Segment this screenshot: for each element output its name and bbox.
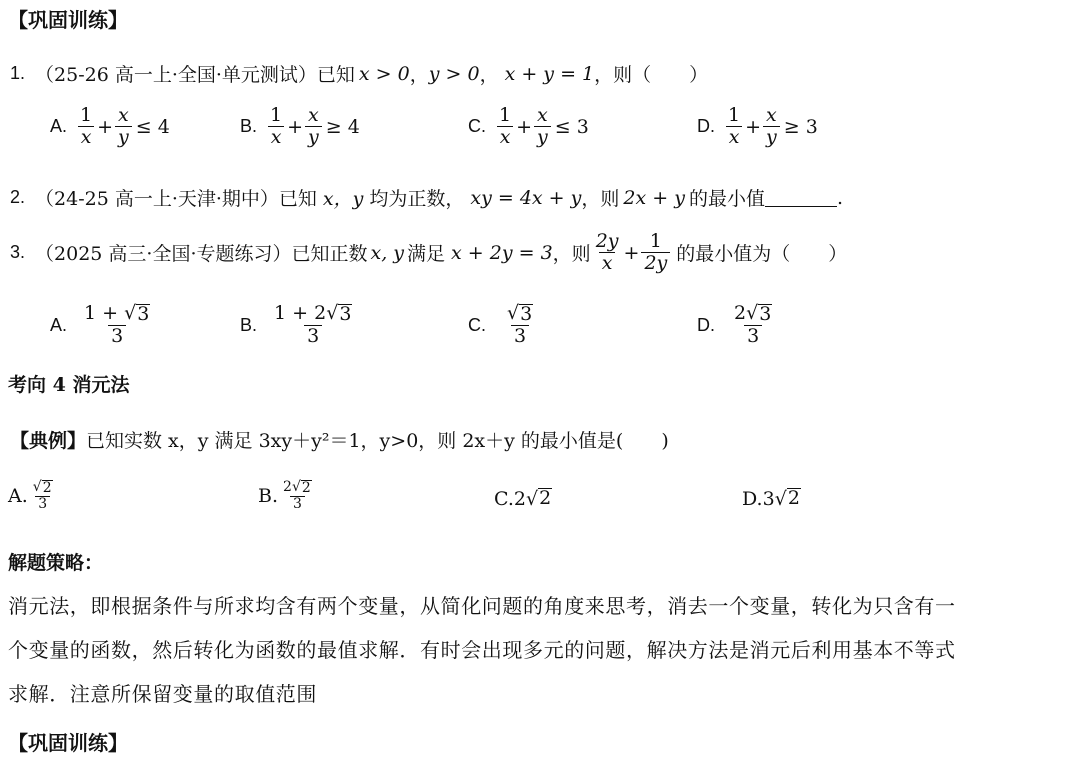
frac-den: y bbox=[763, 126, 780, 148]
question-text: 的最小值为（ ） bbox=[676, 243, 848, 266]
frac-den: 3 bbox=[35, 496, 50, 512]
frac-den: 3 bbox=[304, 325, 322, 347]
option-a[interactable]: A. 1 + √ 3 3 bbox=[50, 302, 150, 347]
frac-num-prefix: 1 + 2 bbox=[274, 302, 327, 324]
question-text: 满足 bbox=[407, 243, 446, 266]
question-number: 2. bbox=[10, 187, 26, 207]
option-label: C. bbox=[468, 314, 486, 335]
frac-den: 3 bbox=[511, 325, 529, 347]
period: . bbox=[836, 186, 844, 209]
question-3 bbox=[10, 232, 847, 274]
option-d[interactable]: D. 3 √ 2 bbox=[742, 487, 800, 510]
radicand: 2 bbox=[539, 487, 552, 509]
question-number: 1. bbox=[10, 63, 26, 83]
frac-num-prefix: 2 bbox=[734, 302, 747, 324]
coefficient: 2 bbox=[513, 488, 526, 510]
frac-den: 3 bbox=[744, 325, 762, 347]
question-source: （25-26 高一上·全国·单元测试）已知 bbox=[35, 64, 355, 86]
option-c[interactable]: C. 2 √ 2 bbox=[494, 487, 552, 510]
option-relation: ≤ 3 bbox=[554, 115, 589, 138]
separator: ， bbox=[479, 64, 499, 86]
frac-num: 1 bbox=[728, 104, 741, 126]
question-text: ，则 bbox=[581, 188, 620, 210]
frac-num: x bbox=[537, 104, 548, 126]
frac-den: x bbox=[497, 126, 514, 148]
frac-num: x bbox=[308, 104, 319, 126]
option-label: A. bbox=[50, 116, 68, 137]
option-c[interactable] bbox=[468, 106, 589, 148]
strategy-title: 解题策略： bbox=[8, 552, 104, 574]
question-equation: x + 2y = 3 bbox=[451, 241, 553, 264]
option-c[interactable]: C. √ 3 3 bbox=[468, 302, 533, 347]
question-vars: x，y bbox=[322, 188, 364, 210]
question-text: 均为正数， bbox=[369, 188, 465, 210]
question-equation: xy = 4x + y bbox=[470, 186, 582, 209]
plus-sign: + bbox=[97, 115, 114, 138]
option-label: D. bbox=[697, 314, 715, 335]
answer-blank[interactable] bbox=[765, 188, 837, 207]
option-label: B. bbox=[240, 314, 258, 335]
option-label: C. bbox=[468, 116, 486, 137]
coefficient: 3 bbox=[762, 488, 775, 510]
frac-den: y bbox=[534, 126, 551, 148]
option-d[interactable]: D. 2 √ 3 3 bbox=[697, 302, 772, 347]
plus-sign: + bbox=[516, 115, 533, 138]
option-relation: ≥ 4 bbox=[325, 115, 360, 138]
option-label: A. bbox=[50, 314, 68, 335]
example-text: 已知实数 x，y 满足 3xy＋y²＝1，y>0，则 2x＋y 的最小值是( ) bbox=[86, 430, 669, 452]
frac-num-prefix: 1 + bbox=[84, 302, 125, 324]
condition: y > 0 bbox=[428, 62, 480, 85]
frac-den: 2y bbox=[641, 252, 670, 274]
option-relation: ≤ 4 bbox=[135, 115, 170, 138]
radicand: 3 bbox=[137, 303, 150, 325]
section-title: 【巩固训练】 bbox=[8, 8, 128, 32]
option-label: A. bbox=[8, 485, 28, 508]
example-tag: 【典例】 bbox=[10, 430, 87, 452]
strategy-line: 求解．注意所保留变量的取值范围 bbox=[8, 682, 317, 706]
frac-den: y bbox=[305, 126, 322, 148]
radicand: 2 bbox=[787, 487, 800, 509]
frac-den: x bbox=[268, 126, 285, 148]
option-b[interactable]: B. 2 √ 2 3 bbox=[258, 479, 311, 512]
question-text: 的最小值 bbox=[688, 188, 765, 210]
section-title: 【巩固训练】 bbox=[8, 731, 128, 755]
separator: ， bbox=[409, 64, 429, 86]
frac-den: x bbox=[726, 126, 743, 148]
strategy-line: 消元法，即根据条件与所求均含有两个变量，从简化问题的角度来思考，消去一个变量，转化为只含有一 bbox=[8, 594, 956, 618]
option-b[interactable]: B. 1 + 2 √ 3 3 bbox=[240, 302, 352, 347]
question-text: （24-25 高一上·天津·期中）已知 bbox=[35, 188, 317, 210]
option-label: D. bbox=[742, 488, 763, 510]
radicand: 3 bbox=[339, 303, 352, 325]
radicand: 2 bbox=[301, 480, 311, 496]
option-label: D. bbox=[697, 116, 715, 137]
plus-sign: + bbox=[623, 241, 640, 264]
option-label: B. bbox=[258, 485, 279, 508]
radicand: 3 bbox=[520, 303, 533, 325]
option-label: C. bbox=[494, 488, 514, 510]
question-2 bbox=[10, 184, 843, 211]
frac-den: 3 bbox=[108, 325, 126, 347]
question-1 bbox=[10, 60, 708, 87]
option-d[interactable] bbox=[697, 106, 818, 148]
frac-num: x bbox=[118, 104, 129, 126]
example bbox=[10, 426, 669, 453]
plus-sign: + bbox=[745, 115, 762, 138]
frac-num: 1 bbox=[270, 104, 283, 126]
frac-num: 2y bbox=[595, 230, 619, 252]
radicand: 2 bbox=[42, 480, 52, 496]
option-a[interactable]: A. √ 2 3 bbox=[8, 479, 52, 512]
frac-num: 1 bbox=[649, 230, 662, 252]
option-b[interactable] bbox=[240, 106, 360, 148]
strategy-line: 个变量的函数，然后转化为函数的最值求解．有时会出现多元的问题，解决方法是消元后利用基本不等式 bbox=[8, 638, 956, 662]
question-text: ，则 bbox=[552, 243, 591, 266]
section-heading: 考向 4 消元法 bbox=[8, 374, 130, 396]
frac-den: x bbox=[599, 252, 616, 274]
question-text: （2025 高三·全国·专题练习）已知正数 bbox=[35, 243, 368, 266]
frac-den: 3 bbox=[290, 496, 305, 512]
condition: x + y = 1 bbox=[504, 62, 595, 85]
plus-sign: + bbox=[287, 115, 304, 138]
question-tail: ，则（ ） bbox=[594, 64, 709, 86]
frac-num: 1 bbox=[499, 104, 512, 126]
frac-num-prefix: 2 bbox=[283, 479, 292, 495]
question-expression: 2x + y bbox=[623, 186, 685, 209]
condition: x > 0 bbox=[358, 62, 410, 85]
radicand: 3 bbox=[759, 303, 772, 325]
frac-num: 1 bbox=[80, 104, 93, 126]
question-vars: x, y bbox=[370, 241, 405, 264]
frac-den: x bbox=[78, 126, 95, 148]
frac-den: y bbox=[115, 126, 132, 148]
option-a[interactable] bbox=[50, 106, 170, 148]
option-relation: ≥ 3 bbox=[783, 115, 818, 138]
question-number: 3. bbox=[10, 242, 26, 263]
option-label: B. bbox=[240, 116, 258, 137]
frac-num: x bbox=[766, 104, 777, 126]
